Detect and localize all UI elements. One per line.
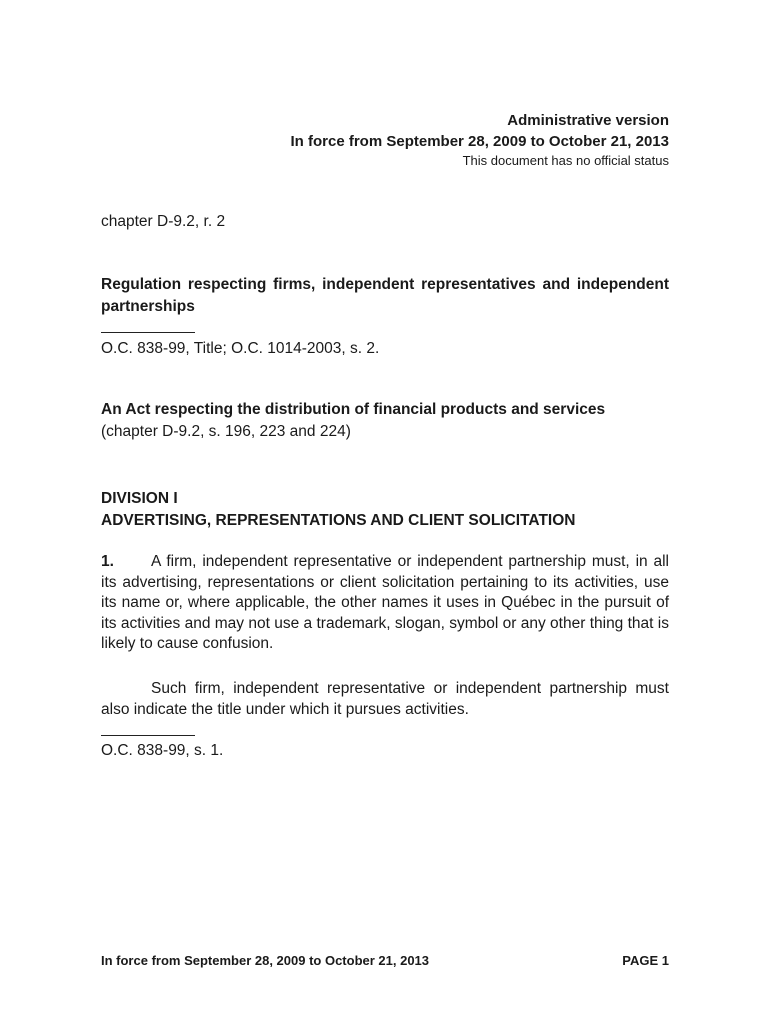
section-1-history: O.C. 838-99, s. 1.: [101, 742, 224, 759]
division-heading: ADVERTISING, REPRESENTATIONS AND CLIENT SOLICITATION: [101, 512, 576, 529]
enabling-act-title: An Act respecting the distribution of financial products and services: [101, 401, 606, 418]
regulation-history: O.C. 838-99, Title; O.C. 1014-2003, s. 2.: [101, 340, 380, 357]
enabling-act-reference: (chapter D-9.2, s. 196, 223 and 224): [101, 423, 351, 440]
section-history-divider: [101, 735, 195, 736]
section-1-text: A firm, independent representative or independent partnership must, in all its advertising, representations or client solicitation pertaining to its activities, use its name or, where applicable, the other names it uses in Québec in the pursuit of its activities and may not use a trademark, slogan, symbol or any other thing that is likely to cause confusion.: [101, 553, 669, 652]
division-number: DIVISION I: [101, 490, 178, 507]
in-force-period: In force from September 28, 2009 to October 21, 2013: [290, 133, 669, 150]
page-footer: [101, 953, 669, 968]
history-divider: [101, 332, 195, 333]
section-number: 1.: [101, 553, 114, 570]
section-1-paragraph-1: [101, 552, 669, 655]
official-status-note: This document has no official status: [462, 153, 669, 168]
division-heading-block: [101, 488, 669, 532]
page-number: PAGE 1: [622, 953, 669, 968]
regulation-title: Regulation respecting firms, independent representatives and independent partnerships: [101, 276, 669, 315]
enabling-act: [101, 399, 669, 443]
footer-in-force: In force from September 28, 2009 to October 21, 2013: [101, 953, 430, 968]
section-1-paragraph-2: Such firm, independent representative or independent partnership must also indicate the title under which it pursues activities.: [101, 680, 669, 718]
document-header: [291, 110, 670, 170]
administrative-version-title: Administrative version: [507, 112, 669, 129]
chapter-reference: chapter D-9.2, r. 2: [101, 213, 226, 230]
